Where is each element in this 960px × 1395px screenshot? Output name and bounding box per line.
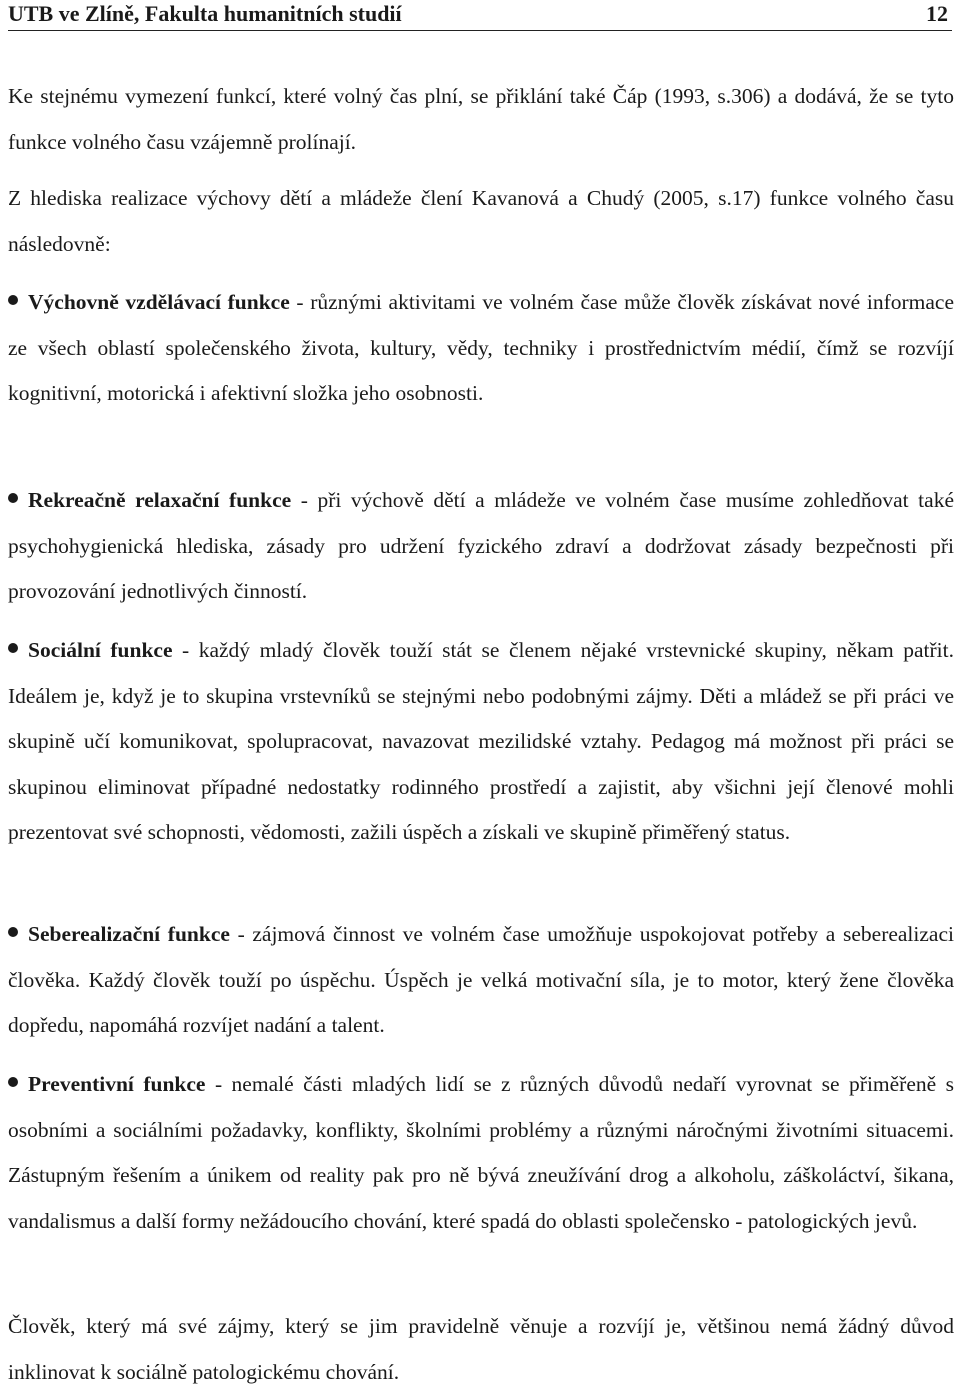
page-header-title: UTB ve Zlíně, Fakulta humanitních studií	[8, 1, 402, 26]
function-term: Rekreačně relaxační funkce	[28, 488, 292, 512]
function-description: - nemalé části mladých lidí se z různých důvodů nedaří vyrovnat se přiměřeně s osobními a sociálními požadavky, konflikty, školními problémy a různými náročnými životními situacemi. Zástupným řešením a únikem od reality pak pro ně bývá zneužívání drog a alkoholu, záškoláctví, šikana, vandalismus a další formy nežádoucího chování, které spadá do oblasti společensko - patologických jevů.	[8, 1072, 954, 1233]
page-number: 12	[926, 1, 948, 26]
bullet-icon	[8, 295, 18, 305]
function-term: Preventivní funkce	[28, 1072, 206, 1096]
paragraph-classification: Z hlediska realizace výchovy dětí a mládeže člení Kavanová a Chudý (2005, s.17) funkce volného času následovně:	[8, 186, 954, 256]
bullet-icon	[8, 927, 18, 937]
function-description: - při výchově dětí a mládeže ve volném čase musíme zohledňovat také psychohygienická hlediska, zásady pro udržení fyzického zdraví a dodržovat zásady bezpečnosti při provozování jednotlivých činností.	[8, 488, 954, 603]
list-item-self-realization-function	[8, 912, 954, 1049]
function-term: Výchovně vzdělávací funkce	[28, 290, 290, 314]
list-item-recreational-function	[8, 478, 954, 615]
function-term: Seberealizační funkce	[28, 922, 230, 946]
bullet-icon	[8, 1077, 18, 1087]
page-header	[8, 0, 952, 31]
function-description: - každý mladý člověk touží stát se členem nějaké vrstevnické skupiny, někam patřit. Ideálem je, když je to skupina vrstevníků se stejnými nebo podobnými zájmy. Děti a mládež se při práci ve skupině učí komunikovat, spolupracovat, navazovat mezilidské vztahy. Pedagog má možnost při práci se skupinou eliminovat případné nedostatky rodinného prostředí a zajistit, aby všichni její členové mohli prezentovat své schopnosti, vědomosti, zažili úspěch a získali ve skupině přiměřený status.	[8, 638, 954, 844]
list-item-social-function	[8, 628, 954, 856]
paragraph-conclusion: Člověk, který má své zájmy, který se jim pravidelně věnuje a rozvíjí je, většinou nemá žádný důvod inklinovat k sociálně patologickému chování.	[8, 1314, 954, 1384]
paragraph-intro: Ke stejnému vymezení funkcí, které volný čas plní, se přiklání také Čáp (1993, s.306) a dodává, že se tyto funkce volného času vzájemně prolínají.	[8, 84, 954, 154]
function-term: Sociální funkce	[28, 638, 173, 662]
function-description: - různými aktivitami ve volném čase může člověk získávat nové informace ze všech oblastí společenského života, kultury, vědy, techniky i prostřednictvím médií, čímž se rozvíjí kognitivní, motorická i afektivní složka jeho osobnosti.	[8, 290, 954, 405]
bullet-icon	[8, 493, 18, 503]
list-item-educational-function	[8, 280, 954, 417]
function-description: - zájmová činnost ve volném čase umožňuje uspokojovat potřeby a seberealizaci člověka. Každý člověk touží po úspěchu. Úspěch je velká motivační síla, je to motor, který žene člověka dopředu, napomáhá rozvíjet nadání a talent.	[8, 922, 954, 1037]
list-item-preventive-function	[8, 1062, 954, 1244]
bullet-icon	[8, 643, 18, 653]
